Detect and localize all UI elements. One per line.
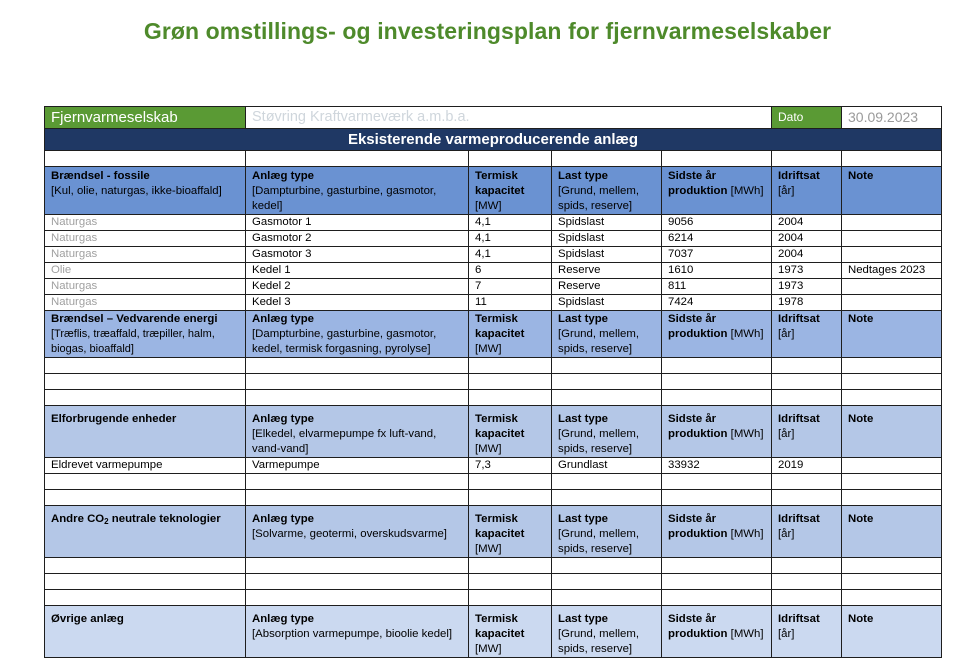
capacity-cell[interactable]: 4,1: [469, 247, 552, 263]
note-label: Note: [842, 167, 942, 215]
empty-cell[interactable]: [552, 590, 662, 606]
termisk-unit: [MW]: [475, 343, 502, 355]
empty-cell[interactable]: [246, 558, 469, 574]
empty-cell[interactable]: [469, 374, 552, 390]
fossil-anlaeg-cell: [246, 167, 469, 215]
last-label: Last type: [558, 413, 609, 425]
header-row: [45, 107, 942, 129]
anlaeg-type-label: Anlæg type: [252, 513, 315, 525]
sidste-unit: [MWh]: [730, 185, 764, 197]
note-label: Note: [842, 406, 942, 458]
year-cell[interactable]: 2004: [772, 231, 842, 247]
empty-cell[interactable]: [842, 590, 942, 606]
sidste-unit: [MWh]: [730, 628, 764, 640]
empty-cell[interactable]: [469, 358, 552, 374]
anlaeg-type-desc: [Solvarme, geotermi, overskudsvarme]: [252, 528, 447, 540]
load-cell[interactable]: Reserve: [552, 279, 662, 295]
last-desc: [Grund, mellem, spids, reserve]: [558, 328, 640, 355]
last-desc: [Grund, mellem, spids, reserve]: [558, 628, 640, 655]
empty-cell[interactable]: [469, 490, 552, 506]
note-cell[interactable]: [842, 215, 942, 231]
capacity-cell[interactable]: 4,1: [469, 231, 552, 247]
idrift-cell: [772, 406, 842, 458]
table-row: [45, 574, 942, 590]
load-cell[interactable]: Spidslast: [552, 231, 662, 247]
elec-header-row: [45, 406, 942, 458]
fossil-heading-cell: [45, 167, 246, 215]
last-label: Last type: [558, 613, 609, 625]
year-cell[interactable]: 1973: [772, 279, 842, 295]
year-cell[interactable]: 1973: [772, 263, 842, 279]
empty-cell[interactable]: [552, 558, 662, 574]
empty-cell[interactable]: [772, 590, 842, 606]
termisk-label: Termisk: [475, 513, 518, 525]
renewable-heading: Brændsel – Vedvarende energi: [51, 313, 218, 325]
empty-cell[interactable]: [662, 474, 772, 490]
anlaeg-type-desc: [Dampturbine, gasturbine, gasmotor, kedel, termisk forgasning, pyrolyse]: [252, 328, 437, 355]
idrift-unit: [år]: [778, 185, 795, 197]
other-heading: Øvrige anlæg: [45, 606, 246, 658]
termisk-unit: [MW]: [475, 200, 502, 212]
production-cell[interactable]: 811: [662, 279, 772, 295]
date-label: Dato: [772, 107, 842, 129]
renewable-header-row: [45, 311, 942, 358]
empty-cell[interactable]: [772, 474, 842, 490]
empty-cell[interactable]: [772, 490, 842, 506]
table-row: [45, 358, 942, 374]
note-label: Note: [842, 311, 942, 358]
note-cell[interactable]: [842, 247, 942, 263]
table-row: [45, 247, 942, 263]
empty-cell[interactable]: [45, 474, 246, 490]
empty-cell[interactable]: [45, 358, 246, 374]
empty-cell[interactable]: [842, 490, 942, 506]
production-cell[interactable]: 9056: [662, 215, 772, 231]
sidste-cell: [662, 406, 772, 458]
empty-cell[interactable]: [842, 390, 942, 406]
empty-cell[interactable]: [842, 574, 942, 590]
empty-cell[interactable]: [552, 390, 662, 406]
co2-heading: [45, 506, 246, 558]
co2-anlaeg-cell: [246, 506, 469, 558]
table-row: [45, 590, 942, 606]
empty-cell[interactable]: [772, 558, 842, 574]
table-row: [45, 263, 942, 279]
last-desc: [Grund, mellem, spids, reserve]: [558, 528, 640, 555]
anlaeg-type-label: Anlæg type: [252, 413, 315, 425]
table-row: [45, 215, 942, 231]
last-desc: [Grund, mellem, spids, reserve]: [558, 428, 640, 455]
last-cell: [552, 311, 662, 358]
note-label: Note: [842, 506, 942, 558]
production-cell[interactable]: 7424: [662, 295, 772, 311]
empty-cell[interactable]: [45, 374, 246, 390]
unit-cell[interactable]: Gasmotor 3: [246, 247, 469, 263]
idrift-cell: [772, 506, 842, 558]
empty-cell[interactable]: [552, 358, 662, 374]
empty-cell[interactable]: [842, 558, 942, 574]
empty-cell[interactable]: [772, 358, 842, 374]
empty-cell[interactable]: [552, 490, 662, 506]
empty-cell[interactable]: [246, 590, 469, 606]
empty-cell[interactable]: [772, 390, 842, 406]
kapacitet-label: kapacitet: [475, 528, 525, 540]
elec-anlaeg-cell: [246, 406, 469, 458]
note-cell[interactable]: [842, 458, 942, 474]
load-cell[interactable]: Grundlast: [552, 458, 662, 474]
kapacitet-label: kapacitet: [475, 328, 525, 340]
idrift-label: Idriftsat: [778, 613, 820, 625]
blank-row: [45, 151, 942, 167]
idrift-cell: [772, 606, 842, 658]
idrift-label: Idriftsat: [778, 170, 820, 182]
note-label: Note: [842, 606, 942, 658]
production-cell[interactable]: 7037: [662, 247, 772, 263]
unit-cell[interactable]: Varmepumpe: [246, 458, 469, 474]
termisk-label: Termisk: [475, 613, 518, 625]
unit-cell[interactable]: Kedel 3: [246, 295, 469, 311]
fossil-header-row: [45, 167, 942, 215]
year-cell[interactable]: 2019: [772, 458, 842, 474]
capacity-cell[interactable]: 7,3: [469, 458, 552, 474]
sidste-unit: [MWh]: [730, 528, 764, 540]
fuel-cell[interactable]: Naturgas: [45, 247, 246, 263]
production-cell[interactable]: 33932: [662, 458, 772, 474]
co2-heading-sub: 2: [104, 517, 109, 526]
termisk-cell: [469, 506, 552, 558]
capacity-cell[interactable]: 11: [469, 295, 552, 311]
load-cell[interactable]: Reserve: [552, 263, 662, 279]
empty-cell[interactable]: [45, 390, 246, 406]
elec-heading: Elforbrugende enheder: [45, 406, 246, 458]
unit-cell[interactable]: Gasmotor 2: [246, 231, 469, 247]
unit-cell[interactable]: Kedel 2: [246, 279, 469, 295]
kapacitet-label: kapacitet: [475, 428, 525, 440]
last-cell: [552, 606, 662, 658]
table-row: [45, 231, 942, 247]
empty-cell[interactable]: [469, 574, 552, 590]
empty-cell[interactable]: [842, 358, 942, 374]
capacity-cell[interactable]: 7: [469, 279, 552, 295]
sidste-label: Sidste år produktion: [668, 313, 728, 340]
empty-cell[interactable]: [552, 374, 662, 390]
fuel-cell[interactable]: Naturgas: [45, 279, 246, 295]
anlaeg-type-label: Anlæg type: [252, 613, 315, 625]
table-row: [45, 474, 942, 490]
table-row: [45, 490, 942, 506]
load-cell[interactable]: Spidslast: [552, 247, 662, 263]
fuel-cell[interactable]: Olie: [45, 263, 246, 279]
fuel-cell[interactable]: Naturgas: [45, 295, 246, 311]
renewable-subheading: [Træflis, træaffald, træpiller, halm, biogas, bioaffald]: [51, 328, 215, 355]
empty-cell[interactable]: [662, 590, 772, 606]
date-input[interactable]: 30.09.2023: [842, 107, 942, 129]
load-cell[interactable]: Spidslast: [552, 215, 662, 231]
co2-heading-pre: Andre CO: [51, 513, 105, 525]
empty-cell[interactable]: [662, 558, 772, 574]
idrift-unit: [år]: [778, 328, 795, 340]
termisk-label: Termisk: [475, 170, 518, 182]
empty-cell[interactable]: [469, 474, 552, 490]
table-row: [45, 374, 942, 390]
production-cell[interactable]: 1610: [662, 263, 772, 279]
other-header-row: [45, 606, 942, 658]
fuel-cell[interactable]: Naturgas: [45, 231, 246, 247]
note-cell[interactable]: [842, 279, 942, 295]
empty-cell[interactable]: [246, 374, 469, 390]
fuel-cell[interactable]: Naturgas: [45, 215, 246, 231]
sidste-cell: [662, 167, 772, 215]
termisk-cell: [469, 606, 552, 658]
table-row: [45, 458, 942, 474]
kapacitet-label: kapacitet: [475, 628, 525, 640]
sidste-cell: [662, 311, 772, 358]
last-label: Last type: [558, 170, 609, 182]
empty-cell[interactable]: [552, 474, 662, 490]
empty-cell[interactable]: [662, 490, 772, 506]
empty-cell[interactable]: [246, 358, 469, 374]
renewable-heading-cell: [45, 311, 246, 358]
empty-cell[interactable]: [842, 374, 942, 390]
empty-cell[interactable]: [772, 374, 842, 390]
anlaeg-type-desc: [Elkedel, elvarmepumpe fx luft-vand, vand-vand]: [252, 428, 437, 455]
production-cell[interactable]: 6214: [662, 231, 772, 247]
empty-cell[interactable]: [662, 358, 772, 374]
unit-cell[interactable]: Kedel 1: [246, 263, 469, 279]
sidste-label: Sidste år produktion: [668, 170, 728, 197]
idrift-unit: [år]: [778, 528, 795, 540]
last-desc: [Grund, mellem, spids, reserve]: [558, 185, 640, 212]
kapacitet-label: kapacitet: [475, 185, 525, 197]
empty-cell[interactable]: [662, 574, 772, 590]
anlaeg-type-label: Anlæg type: [252, 313, 315, 325]
year-cell[interactable]: 2004: [772, 215, 842, 231]
sidste-cell: [662, 506, 772, 558]
last-label: Last type: [558, 513, 609, 525]
capacity-cell[interactable]: 4,1: [469, 215, 552, 231]
termisk-label: Termisk: [475, 413, 518, 425]
table-row: [45, 279, 942, 295]
sidste-label: Sidste år produktion: [668, 613, 728, 640]
termisk-cell: [469, 406, 552, 458]
idrift-label: Idriftsat: [778, 313, 820, 325]
empty-cell[interactable]: [45, 574, 246, 590]
last-cell: [552, 406, 662, 458]
fossil-subheading: [Kul, olie, naturgas, ikke-bioaffald]: [51, 185, 222, 197]
other-anlaeg-cell: [246, 606, 469, 658]
last-cell: [552, 167, 662, 215]
note-cell[interactable]: [842, 295, 942, 311]
termisk-unit: [MW]: [475, 643, 502, 655]
termisk-cell: [469, 311, 552, 358]
idrift-label: Idriftsat: [778, 413, 820, 425]
co2-heading-post: neutrale teknologier: [108, 513, 221, 525]
termisk-unit: [MW]: [475, 443, 502, 455]
termisk-cell: [469, 167, 552, 215]
termisk-label: Termisk: [475, 313, 518, 325]
empty-cell[interactable]: [246, 390, 469, 406]
last-label: Last type: [558, 313, 609, 325]
empty-cell[interactable]: [469, 590, 552, 606]
empty-cell[interactable]: [45, 558, 246, 574]
empty-cell[interactable]: [45, 490, 246, 506]
termisk-unit: [MW]: [475, 543, 502, 555]
idrift-unit: [år]: [778, 628, 795, 640]
plant-table: [44, 106, 942, 658]
idrift-cell: [772, 167, 842, 215]
company-label: Fjernvarmeselskab: [45, 107, 246, 129]
empty-cell[interactable]: [772, 574, 842, 590]
anlaeg-type-desc: [Dampturbine, gasturbine, gasmotor, kedel]: [252, 185, 437, 212]
empty-cell[interactable]: [662, 390, 772, 406]
page-title: Grøn omstillings- og investeringsplan for fjernvarmeselskaber: [143, 18, 832, 44]
empty-cell[interactable]: [246, 474, 469, 490]
sidste-label: Sidste år produktion: [668, 413, 728, 440]
note-cell[interactable]: [842, 231, 942, 247]
table-row: [45, 390, 942, 406]
year-cell[interactable]: 1978: [772, 295, 842, 311]
empty-cell[interactable]: [469, 558, 552, 574]
note-cell[interactable]: Nedtages 2023: [842, 263, 942, 279]
sidste-cell: [662, 606, 772, 658]
idrift-label: Idriftsat: [778, 513, 820, 525]
empty-cell[interactable]: [469, 390, 552, 406]
fossil-heading: Brændsel - fossile: [51, 170, 150, 182]
renewable-anlaeg-cell: [246, 311, 469, 358]
last-cell: [552, 506, 662, 558]
year-cell[interactable]: 2004: [772, 247, 842, 263]
section-title: Eksisterende varmeproducerende anlæg: [45, 129, 942, 151]
anlaeg-type-label: Anlæg type: [252, 170, 315, 182]
capacity-cell[interactable]: 6: [469, 263, 552, 279]
table-row: [45, 295, 942, 311]
co2-header-row: [45, 506, 942, 558]
sidste-label: Sidste år produktion: [668, 513, 728, 540]
empty-cell[interactable]: [842, 474, 942, 490]
idrift-cell: [772, 311, 842, 358]
table-row: [45, 558, 942, 574]
company-input[interactable]: Støvring Kraftvarmeværk a.m.b.a.: [246, 107, 772, 129]
empty-cell[interactable]: [246, 574, 469, 590]
sidste-unit: [MWh]: [730, 428, 764, 440]
empty-cell[interactable]: [662, 374, 772, 390]
unit-cell[interactable]: Gasmotor 1: [246, 215, 469, 231]
empty-cell[interactable]: [552, 574, 662, 590]
idrift-unit: [år]: [778, 428, 795, 440]
sidste-unit: [MWh]: [730, 328, 764, 340]
load-cell[interactable]: Spidslast: [552, 295, 662, 311]
empty-cell[interactable]: [45, 590, 246, 606]
anlaeg-type-desc: [Absorption varmepumpe, bioolie kedel]: [252, 628, 453, 640]
fuel-cell[interactable]: Eldrevet varmepumpe: [45, 458, 246, 474]
empty-cell[interactable]: [246, 490, 469, 506]
